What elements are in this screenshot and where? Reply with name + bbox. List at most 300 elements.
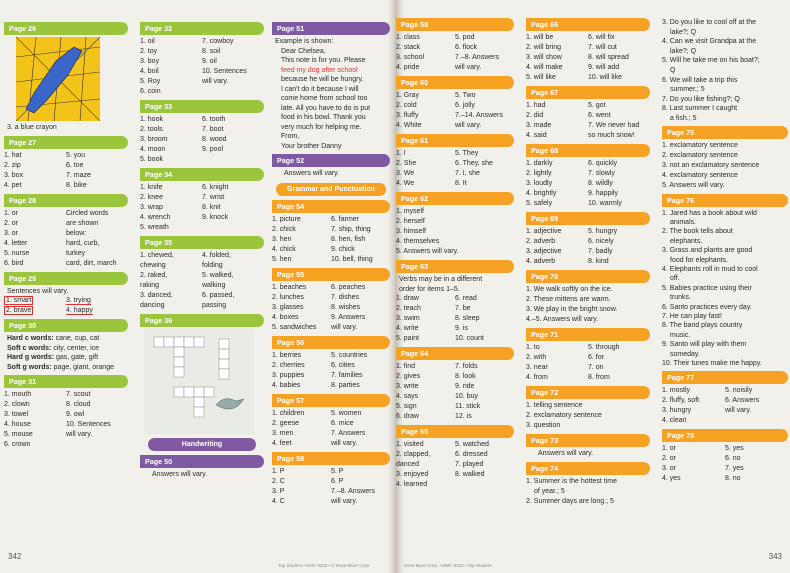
answer: 8. cloud bbox=[66, 401, 91, 408]
page-header: Page 74 bbox=[526, 462, 650, 475]
answer bbox=[725, 416, 788, 426]
page-header: Page 63 bbox=[396, 260, 514, 273]
answer: lake?; Q bbox=[670, 28, 697, 36]
answer bbox=[66, 296, 128, 306]
answer: 5. Answers will vary. bbox=[662, 181, 725, 189]
answer-grid bbox=[396, 362, 514, 422]
section-page-70 bbox=[526, 270, 650, 325]
answer: 7. wrist bbox=[202, 194, 225, 201]
answer: 2. gives bbox=[396, 373, 421, 380]
page-header: Page 36 bbox=[140, 314, 264, 327]
answer: 3. made bbox=[526, 122, 552, 129]
answer: 2. exclamatory sentence bbox=[662, 151, 738, 159]
answer: 4. said bbox=[526, 132, 547, 139]
answer: 2. clown bbox=[4, 401, 30, 408]
answer: 3. swim bbox=[396, 315, 420, 322]
section-page-51 bbox=[272, 22, 390, 151]
answer: 5. P bbox=[331, 467, 344, 475]
answer: gas, gate, gift bbox=[54, 354, 99, 361]
page-header: Page 78 bbox=[662, 429, 788, 442]
answer: 8. soil bbox=[202, 48, 221, 55]
answer: a fish.; 5 bbox=[670, 114, 697, 122]
answer: 4. folded, bbox=[202, 252, 231, 259]
answer: 7. families bbox=[331, 371, 363, 379]
answer: 5. pod bbox=[455, 34, 475, 41]
answer: 2. teach bbox=[396, 305, 421, 312]
answer: 4. house bbox=[4, 421, 31, 428]
answer: 7. maze bbox=[66, 171, 91, 179]
line: Dear Chelsea, bbox=[281, 47, 326, 55]
answer: 3. broom bbox=[140, 136, 168, 143]
answer: 3. himself bbox=[396, 228, 426, 235]
answer: raking bbox=[140, 282, 160, 289]
answer: page, giant, orange bbox=[51, 363, 114, 371]
answer-grid bbox=[396, 33, 514, 73]
page-header: Page 30 bbox=[4, 319, 128, 332]
answer: 1. beaches bbox=[272, 283, 307, 291]
page-header: Page 64 bbox=[396, 347, 514, 360]
answer bbox=[202, 87, 264, 97]
answer: 4. C bbox=[272, 497, 285, 505]
answer-grid bbox=[140, 183, 264, 233]
answer: 3. boy bbox=[140, 58, 160, 65]
section-page-75 bbox=[662, 126, 788, 191]
answer: 7. scout bbox=[66, 391, 91, 398]
answer-grid bbox=[4, 390, 128, 450]
answer: chewing bbox=[140, 262, 166, 269]
answer-grid bbox=[140, 251, 264, 311]
answer: 10. warmly bbox=[588, 200, 622, 207]
page-header: Page 58 bbox=[272, 452, 390, 465]
note: Verbs may be in a different bbox=[399, 276, 483, 283]
answer: 5. sandwiches bbox=[272, 323, 317, 331]
answer: 6. Answers bbox=[725, 397, 760, 405]
page-header: Page 65 bbox=[396, 425, 514, 438]
answer: 4. boil bbox=[140, 68, 159, 75]
answer: 9. owl bbox=[66, 411, 85, 418]
answer: 4. babies bbox=[272, 381, 301, 389]
section-page-65 bbox=[396, 425, 514, 490]
answer: 8. sleep bbox=[455, 315, 480, 322]
answer-grid bbox=[272, 351, 390, 391]
answer: 2. clapped, bbox=[396, 451, 431, 458]
answer: 5. Will he take me on his boat?; bbox=[662, 57, 760, 65]
page-header: Page 54 bbox=[272, 200, 390, 213]
answer: 2. did bbox=[526, 112, 544, 119]
answer: 1. visited bbox=[396, 441, 424, 448]
page-header: Page 71 bbox=[526, 328, 650, 341]
page-header: Page 28 bbox=[4, 194, 128, 207]
answer: 9. will add bbox=[588, 64, 620, 71]
page-header: Page 26 bbox=[4, 22, 128, 35]
answer-grid bbox=[526, 159, 650, 209]
answer: 4. moon bbox=[140, 146, 166, 153]
answer: 3. wrap bbox=[140, 204, 163, 211]
answer-list bbox=[526, 401, 650, 431]
answer: 12. is bbox=[455, 413, 472, 420]
page-header: Page 31 bbox=[4, 375, 128, 388]
answer: 2. stack bbox=[396, 44, 421, 51]
answer: 9. oil bbox=[202, 58, 217, 65]
underlined-word: 4. happy bbox=[66, 307, 93, 314]
page-header: Page 70 bbox=[526, 270, 650, 283]
answer: 8. Last summer I caught bbox=[662, 105, 738, 113]
answer bbox=[202, 223, 264, 233]
page-number-left: 342 bbox=[8, 552, 22, 561]
answer: 10. will like bbox=[588, 74, 622, 81]
answer: 1. Summer is the hottest time bbox=[526, 477, 618, 485]
answer: 7. He can play fast! bbox=[662, 313, 722, 320]
answer: 5. paint bbox=[396, 335, 419, 342]
section-page-57 bbox=[272, 394, 390, 449]
answer: 1. will be bbox=[526, 34, 554, 41]
answer: passing bbox=[202, 302, 227, 309]
answer: 7. We never had bbox=[588, 122, 640, 129]
section-page-63 bbox=[396, 260, 514, 344]
answer: someday. bbox=[670, 350, 700, 358]
answer: 3. hen bbox=[272, 235, 292, 243]
answer: 5. wreath bbox=[140, 224, 169, 231]
answer: 1. Jared has a book about wild bbox=[662, 209, 757, 217]
page-header: Page 61 bbox=[396, 134, 514, 147]
answer: will vary. bbox=[455, 122, 482, 129]
page-header: Page 29 bbox=[4, 272, 128, 285]
answer-grid bbox=[526, 101, 650, 141]
section-page-78 bbox=[662, 429, 788, 484]
answer: 8. The band plays country bbox=[662, 322, 743, 330]
answer-grid bbox=[4, 296, 128, 316]
answer: 2. She bbox=[396, 160, 417, 167]
answer: off. bbox=[670, 275, 680, 283]
page-header: Page 62 bbox=[396, 192, 514, 205]
answer: 5. noisily bbox=[725, 387, 753, 395]
answer: 3. We bbox=[396, 170, 415, 177]
column-2 bbox=[140, 22, 264, 483]
answer: lake?; Q bbox=[670, 47, 697, 55]
answer: 1. mostly bbox=[662, 387, 691, 395]
answer: 3. P bbox=[272, 487, 285, 495]
answer: 6. We will take a trip this bbox=[662, 76, 738, 84]
answer: 1. had bbox=[526, 102, 546, 109]
answer: 3. We play in the bright snow. bbox=[526, 306, 618, 313]
answer: 4. White bbox=[396, 122, 422, 129]
answer-grid bbox=[272, 409, 390, 449]
section-page-34 bbox=[140, 168, 264, 233]
answer: 7. Answers bbox=[331, 429, 366, 437]
answer-grid bbox=[272, 215, 390, 265]
answer: 6. will fix bbox=[588, 34, 615, 41]
answer: 6. bird bbox=[4, 259, 24, 267]
answer: 3. Do you like to cool off at the bbox=[662, 19, 757, 26]
answer: 1. draw bbox=[396, 295, 419, 302]
section-page-52 bbox=[272, 154, 390, 179]
answer: 9. chick bbox=[331, 245, 355, 253]
answer: 3. school bbox=[396, 54, 425, 61]
answer: 3. danced, bbox=[140, 292, 173, 299]
answer: 2. knee bbox=[140, 194, 163, 201]
page-header: Page 56 bbox=[272, 336, 390, 349]
label: Hard c words: bbox=[7, 335, 54, 342]
answer: 4. Elephants roll in mud to cool bbox=[662, 265, 758, 273]
answer: 5. you bbox=[66, 151, 86, 159]
section-page-32 bbox=[140, 22, 264, 97]
section-page-64 bbox=[396, 347, 514, 422]
answer: 4. feet bbox=[272, 439, 292, 447]
section-page-77 bbox=[662, 371, 788, 426]
answer: 9. pool bbox=[202, 146, 224, 153]
line: because he will be hungry. bbox=[281, 76, 364, 83]
crayon-drawing bbox=[16, 37, 100, 121]
answer-grid bbox=[396, 440, 514, 490]
section-page-30 bbox=[4, 319, 128, 372]
answer: 2. The book tells about bbox=[662, 228, 733, 236]
page-header: Page 34 bbox=[140, 168, 264, 181]
answer-grid bbox=[526, 33, 650, 83]
answer: will vary. bbox=[331, 439, 358, 447]
column-3 bbox=[272, 22, 390, 510]
section-page-29 bbox=[4, 272, 128, 317]
answer bbox=[66, 440, 128, 450]
answer: 7. played bbox=[455, 461, 484, 468]
answer: 7. ship, thing bbox=[331, 225, 371, 233]
answer: summer.; 5 bbox=[670, 86, 705, 94]
letter bbox=[272, 37, 390, 151]
answer: 10. bell, thing bbox=[331, 255, 373, 263]
page-header: Page 60 bbox=[396, 76, 514, 89]
page-header: Page 66 bbox=[526, 18, 650, 31]
answer-grid bbox=[140, 37, 264, 97]
answer: 2. will bring bbox=[526, 44, 562, 51]
section-page-28 bbox=[4, 194, 128, 269]
answer: 3. puppies bbox=[272, 371, 305, 379]
page-header: Page 73 bbox=[526, 434, 650, 447]
answer: 3. not an exclamatory sentence bbox=[662, 161, 760, 169]
answer: 6. crown bbox=[4, 441, 31, 448]
label: Soft g words: bbox=[7, 363, 52, 371]
answer: Answers will vary. bbox=[538, 450, 594, 457]
answer: 2. raked, bbox=[140, 272, 168, 279]
answer: 7.–8. Answers bbox=[455, 54, 499, 61]
line: very much for helping me. bbox=[281, 123, 362, 131]
answer bbox=[66, 306, 128, 316]
answer: 1. exclamatory sentence bbox=[662, 141, 738, 149]
answer: 3. glasses bbox=[272, 303, 304, 311]
footer-right: Evan-Moor Corp. • EMC 9322 • Top Student bbox=[404, 563, 492, 568]
answer: will vary. bbox=[725, 407, 752, 415]
line: come home from school too bbox=[281, 95, 368, 102]
answer: 4. from bbox=[526, 374, 548, 381]
answer-grid bbox=[396, 149, 514, 189]
answer-list bbox=[526, 477, 650, 507]
answer: 2. tools bbox=[140, 126, 163, 133]
answer: 3. towel bbox=[4, 411, 29, 418]
answer: 8. wood bbox=[202, 136, 227, 143]
answer: 6. They, she bbox=[455, 160, 493, 167]
section-page-61 bbox=[396, 134, 514, 189]
answer: 1. P bbox=[272, 467, 285, 475]
answer: 1. adjective bbox=[526, 228, 562, 235]
answer-lines bbox=[4, 334, 128, 372]
answer: 5. Answers will vary. bbox=[396, 248, 459, 255]
line: I can't do it because I will bbox=[281, 85, 359, 93]
answer: of year.; 5 bbox=[534, 487, 565, 495]
section-page-71 bbox=[526, 328, 650, 383]
answer: 3. box bbox=[4, 171, 24, 179]
answer-list-continued bbox=[662, 18, 788, 124]
answer: 8. bike bbox=[66, 181, 87, 189]
answer: 6. mice bbox=[331, 419, 354, 427]
section-page-55 bbox=[272, 268, 390, 333]
answer: 10. count bbox=[455, 335, 484, 342]
section-page-35 bbox=[140, 236, 264, 311]
answer: 2. herself bbox=[396, 218, 425, 225]
answer: 4. letter bbox=[4, 239, 28, 247]
answer: 5. women bbox=[331, 409, 362, 417]
answer-grid bbox=[526, 227, 650, 267]
answer-list bbox=[396, 207, 514, 257]
underlined-word: 3. trying bbox=[66, 297, 91, 304]
answer: 5. watched bbox=[455, 441, 489, 448]
answer: 1. oil bbox=[140, 38, 155, 45]
answer: 6. no bbox=[725, 455, 741, 463]
answer: 5. walked, bbox=[202, 272, 234, 279]
page-header: Page 68 bbox=[526, 144, 650, 157]
answer: 4. write bbox=[396, 325, 419, 332]
answer: 4. Can we visit Grandpa at the bbox=[662, 38, 757, 46]
answer: 3. men bbox=[272, 429, 294, 437]
answer-grid bbox=[396, 294, 514, 344]
answer bbox=[4, 306, 66, 316]
caption: 3. a blue crayon bbox=[7, 124, 57, 131]
answer: trunks. bbox=[670, 294, 692, 302]
answer-grid bbox=[662, 386, 788, 426]
section-page-36 bbox=[140, 314, 264, 434]
answer: 7. on bbox=[588, 364, 604, 371]
page-header: Page 27 bbox=[4, 136, 128, 149]
answer-grid bbox=[4, 209, 128, 269]
answer: 6. for bbox=[588, 354, 604, 361]
answer: animals. bbox=[670, 218, 697, 226]
answer: 6. knight bbox=[202, 184, 229, 191]
column-6 bbox=[662, 18, 788, 487]
answer: 8. kind bbox=[588, 258, 609, 265]
answer: 6. jolly bbox=[455, 102, 475, 109]
answer: 1. to bbox=[526, 344, 540, 351]
answer: 3. question bbox=[526, 422, 561, 429]
page-header: Page 35 bbox=[140, 236, 264, 249]
answer: 4. will make bbox=[526, 64, 563, 71]
page-header: Page 75 bbox=[662, 126, 788, 139]
answer bbox=[202, 155, 264, 165]
answer: 1. darkly bbox=[526, 160, 553, 167]
answer: are shown bbox=[66, 219, 99, 227]
answer: city, center, ice bbox=[51, 344, 100, 352]
answer: Answers will vary. bbox=[284, 170, 340, 177]
page-header: Page 76 bbox=[662, 194, 788, 207]
boxed-word: 1. smart bbox=[6, 297, 32, 304]
answer: will vary. bbox=[455, 64, 482, 71]
crossword-puzzle bbox=[144, 329, 254, 434]
answer: 3. loudly bbox=[526, 180, 553, 187]
answer: 3. enjoyed bbox=[396, 471, 429, 478]
section-page-76 bbox=[662, 194, 788, 369]
answer: 1. hat bbox=[4, 151, 22, 159]
answer: 7. dishes bbox=[331, 293, 360, 301]
column-5 bbox=[526, 18, 650, 510]
answer: 7.–8. Answers bbox=[331, 487, 375, 495]
page-number-right: 343 bbox=[768, 552, 782, 561]
answer: 1. children bbox=[272, 409, 305, 417]
answer: 1. chewed, bbox=[140, 252, 174, 259]
answer: 6. draw bbox=[396, 413, 419, 420]
answer: 3. adjective bbox=[526, 248, 562, 255]
answer: cane, cup, cat bbox=[53, 335, 100, 342]
answer: 3. Grass and plants are good bbox=[662, 247, 753, 255]
answer: hard, curb, bbox=[66, 239, 100, 247]
column-4 bbox=[396, 18, 514, 493]
answer: 2. or bbox=[662, 455, 677, 463]
answer: 4.–5. Answers will vary. bbox=[526, 316, 599, 323]
answer: 6. read bbox=[455, 295, 477, 302]
answer: 5. Babies practice using their bbox=[662, 284, 752, 292]
section-page-33 bbox=[140, 100, 264, 165]
answer: 6. dressed bbox=[455, 451, 488, 458]
answer: dancing bbox=[140, 302, 165, 309]
answer: 1. find bbox=[396, 363, 416, 370]
answer: 1. I bbox=[396, 150, 406, 157]
answer: card, dirt, march bbox=[66, 259, 117, 267]
answer: 4. clean bbox=[662, 417, 687, 425]
label: Hard g words: bbox=[7, 354, 55, 361]
answer: 1. or bbox=[662, 445, 677, 453]
answer: 11. stick bbox=[455, 403, 481, 410]
answer-grid bbox=[526, 343, 650, 383]
section-page-69 bbox=[526, 212, 650, 267]
page-header: Page 52 bbox=[272, 154, 390, 167]
answer: 8. from bbox=[588, 374, 610, 381]
answer: 2. or bbox=[4, 219, 19, 227]
answer: 9. ride bbox=[455, 383, 475, 390]
answer: 7. cowboy bbox=[202, 38, 234, 45]
answer: 6. quickly bbox=[588, 160, 618, 167]
answer: 6. passed, bbox=[202, 292, 235, 299]
answer: 9. Santo will play with them bbox=[662, 341, 747, 349]
answer: 6. farmer bbox=[331, 215, 360, 223]
boxed-word: 2. brave bbox=[6, 307, 32, 314]
line: food in his bowl. Thank you bbox=[281, 114, 366, 121]
answer bbox=[455, 480, 514, 490]
answer: 1. hook bbox=[140, 116, 163, 123]
answer: 6. toe bbox=[66, 161, 84, 169]
answer: 6. nicely bbox=[588, 238, 614, 245]
answer: 1. or bbox=[4, 209, 19, 217]
answer: elephants. bbox=[670, 237, 703, 245]
answer: 8. no bbox=[725, 475, 741, 483]
answer: 1. knife bbox=[140, 184, 163, 191]
answer: 3. hungry bbox=[662, 407, 692, 415]
answer: 6. cities bbox=[331, 361, 355, 369]
answer: 5. book bbox=[140, 156, 163, 163]
answer: 10. Sentences bbox=[66, 421, 111, 428]
answer: will vary. bbox=[66, 431, 93, 438]
section-page-56 bbox=[272, 336, 390, 391]
answer: music. bbox=[670, 331, 691, 339]
answer: 5. got bbox=[588, 102, 606, 109]
answer: walking bbox=[202, 282, 226, 289]
page-header: Page 32 bbox=[140, 22, 264, 35]
answer: 4. yes bbox=[662, 475, 681, 483]
answer: 9. Answers bbox=[331, 313, 366, 321]
